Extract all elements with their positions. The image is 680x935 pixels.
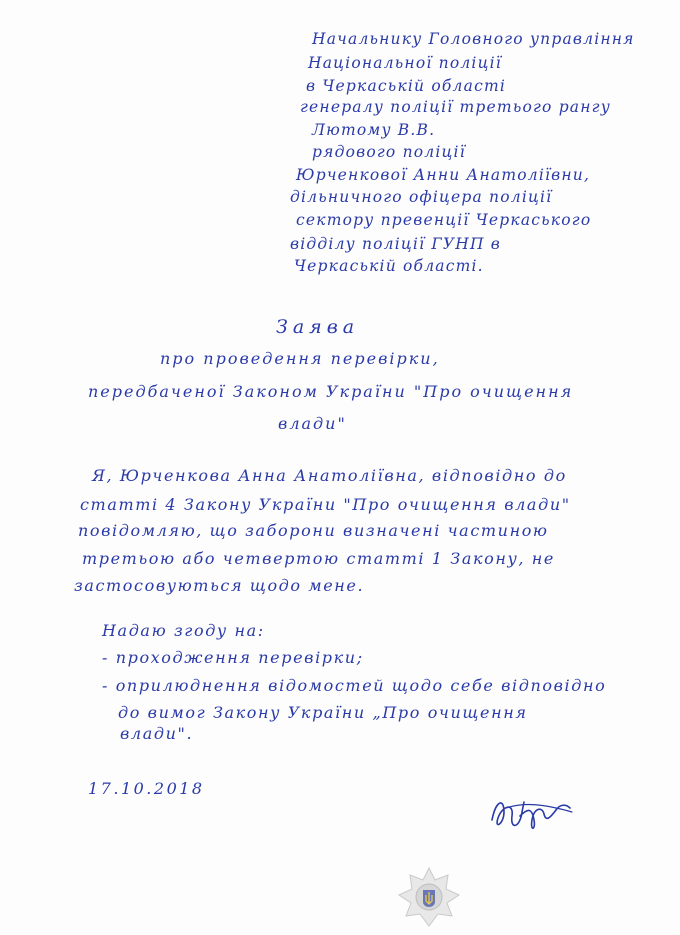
addressee-line: рядового поліції xyxy=(312,143,466,161)
addressee-line: Начальнику Головного управління xyxy=(312,30,635,48)
addressee-line: Національної поліції xyxy=(308,54,502,72)
consent-line: влади". xyxy=(120,724,194,743)
police-emblem-icon xyxy=(396,866,462,928)
subtitle-line: влади" xyxy=(278,414,347,433)
addressee-line: Черкаській області. xyxy=(294,257,484,275)
document-date: 17.10.2018 xyxy=(88,779,205,798)
subtitle-line: передбаченої Законом України "Про очищення xyxy=(88,382,574,401)
addressee-line: Лютому В.В. xyxy=(312,121,436,139)
body-line: повідомляю, що заборони визначені частиною xyxy=(78,521,549,540)
subtitle-line: про проведення перевірки, xyxy=(160,349,440,368)
addressee-line: Юрченкової Анни Анатоліївни, xyxy=(296,166,591,184)
addressee-line: дільничного офіцера поліції xyxy=(290,188,553,206)
addressee-line: відділу поліції ГУНП в xyxy=(290,235,502,253)
body-line: третьою або четвертою статті 1 Закону, не xyxy=(82,549,555,568)
body-line: застосовуються щодо мене. xyxy=(74,576,365,595)
consent-line: до вимог Закону України „Про очищення xyxy=(118,703,528,722)
consent-line: Надаю згоду на: xyxy=(102,621,265,640)
addressee-line: в Черкаській області xyxy=(306,77,507,95)
body-line: статті 4 Закону України "Про очищення влади" xyxy=(80,495,571,514)
addressee-line: генералу поліції третього рангу xyxy=(300,98,611,116)
consent-line: - проходження перевірки; xyxy=(102,648,364,667)
addressee-line: сектору превенції Черкаського xyxy=(296,211,592,229)
handwritten-signature xyxy=(484,790,580,838)
document-title: Заява xyxy=(276,316,360,338)
consent-line: - оприлюднення відомостей щодо себе відповідно xyxy=(102,676,607,695)
body-line: Я, Юрченкова Анна Анатоліївна, відповідно до xyxy=(92,466,567,485)
